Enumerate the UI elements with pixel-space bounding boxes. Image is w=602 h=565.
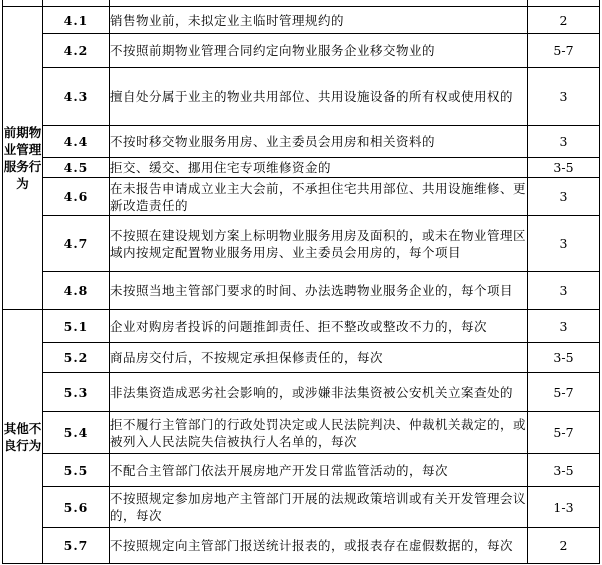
item-score: 3 — [528, 178, 600, 216]
item-description: 不按照规定向主管部门报送统计报表的，或报表存在虚假数据的，每次 — [110, 528, 528, 564]
item-score: 5-7 — [528, 412, 600, 454]
item-number: 5.4 — [43, 412, 110, 454]
item-number: 5.3 — [43, 373, 110, 412]
item-score: 3 — [528, 68, 600, 126]
item-description: 企业对购房者投诉的问题推卸责任、拒不整改或整改不力的，每次 — [110, 310, 528, 343]
item-number: 5.7 — [43, 528, 110, 564]
item-description: 拒交、缓交、挪用住宅专项维修资金的 — [110, 158, 528, 178]
item-score: 3 — [528, 310, 600, 343]
item-number: 5.5 — [43, 454, 110, 487]
item-number: 4.8 — [43, 272, 110, 310]
table-row — [3, 310, 600, 343]
item-number: 4.3 — [43, 68, 110, 126]
category-label: 前期物业管理服务行为 — [3, 125, 42, 191]
item-number: 5.2 — [43, 343, 110, 373]
item-description: 不按照规定参加房地产主管部门开展的法规政策培训或有关开发管理会议的，每次 — [110, 487, 528, 528]
table-row — [3, 343, 600, 373]
table-row — [3, 528, 600, 564]
item-score: 2 — [528, 528, 600, 564]
category-label: 其他不良行为 — [3, 420, 42, 453]
item-score: 5-7 — [528, 34, 600, 68]
item-score: 2 — [528, 7, 600, 34]
item-score: 3 — [528, 216, 600, 272]
item-description: 非法集资造成恶劣社会影响的，或涉嫌非法集资被公安机关立案查处的 — [110, 373, 528, 412]
item-score: 3 — [528, 272, 600, 310]
table-body — [3, 0, 600, 564]
item-number: 4.1 — [43, 7, 110, 34]
item-score: 1-3 — [528, 487, 600, 528]
item-number: 4.2 — [43, 34, 110, 68]
category-cell — [3, 7, 43, 310]
item-description: 不按照前期物业管理合同约定向物业服务企业移交物业的 — [110, 34, 528, 68]
table-row — [3, 487, 600, 528]
item-number: 4.6 — [43, 178, 110, 216]
item-description: 不按时移交物业服务用房、业主委员会用房和相关资料的 — [110, 126, 528, 158]
item-score: 3-5 — [528, 158, 600, 178]
table-row — [3, 68, 600, 126]
table-row — [3, 158, 600, 178]
item-number: 5.6 — [43, 487, 110, 528]
item-description: 拒不履行主管部门的行政处罚决定或人民法院判决、仲裁机关裁定的，或被列入人民法院失信被执行人名单的，每次 — [110, 412, 528, 454]
item-description: 未按照当地主管部门要求的时间、办法选聘物业服务企业的，每个项目 — [110, 272, 528, 310]
item-score: 3-5 — [528, 343, 600, 373]
table-row — [3, 7, 600, 34]
item-score: 3 — [528, 126, 600, 158]
table-row — [3, 126, 600, 158]
table-row — [3, 412, 600, 454]
item-score: 3-5 — [528, 454, 600, 487]
table-row — [3, 216, 600, 272]
item-number: 4.5 — [43, 158, 110, 178]
category-cell — [3, 310, 43, 564]
item-number: 4.4 — [43, 126, 110, 158]
table-row — [3, 34, 600, 68]
item-description: 擅自处分属于业主的物业共用部位、共用设施设备的所有权或使用权的 — [110, 68, 528, 126]
penalty-table — [2, 0, 600, 564]
item-description: 不配合主管部门依法开展房地产开发日常监管活动的，每次 — [110, 454, 528, 487]
table-row — [3, 272, 600, 310]
item-score: 5-7 — [528, 373, 600, 412]
item-number: 4.7 — [43, 216, 110, 272]
item-description: 商品房交付后，不按规定承担保修责任的，每次 — [110, 343, 528, 373]
table-row — [3, 178, 600, 216]
item-description: 在未报告申请成立业主大会前，不承担住宅共用部位、共用设施维修、更新改造责任的 — [110, 178, 528, 216]
table-row — [3, 373, 600, 412]
item-description: 销售物业前，未拟定业主临时管理规约的 — [110, 7, 528, 34]
item-number: 5.1 — [43, 310, 110, 343]
table-row — [3, 454, 600, 487]
item-description: 不按照在建设规划方案上标明物业服务用房及面积的，或未在物业管理区域内按规定配置物业服务用房、业主委员会用房的，每个项目 — [110, 216, 528, 272]
